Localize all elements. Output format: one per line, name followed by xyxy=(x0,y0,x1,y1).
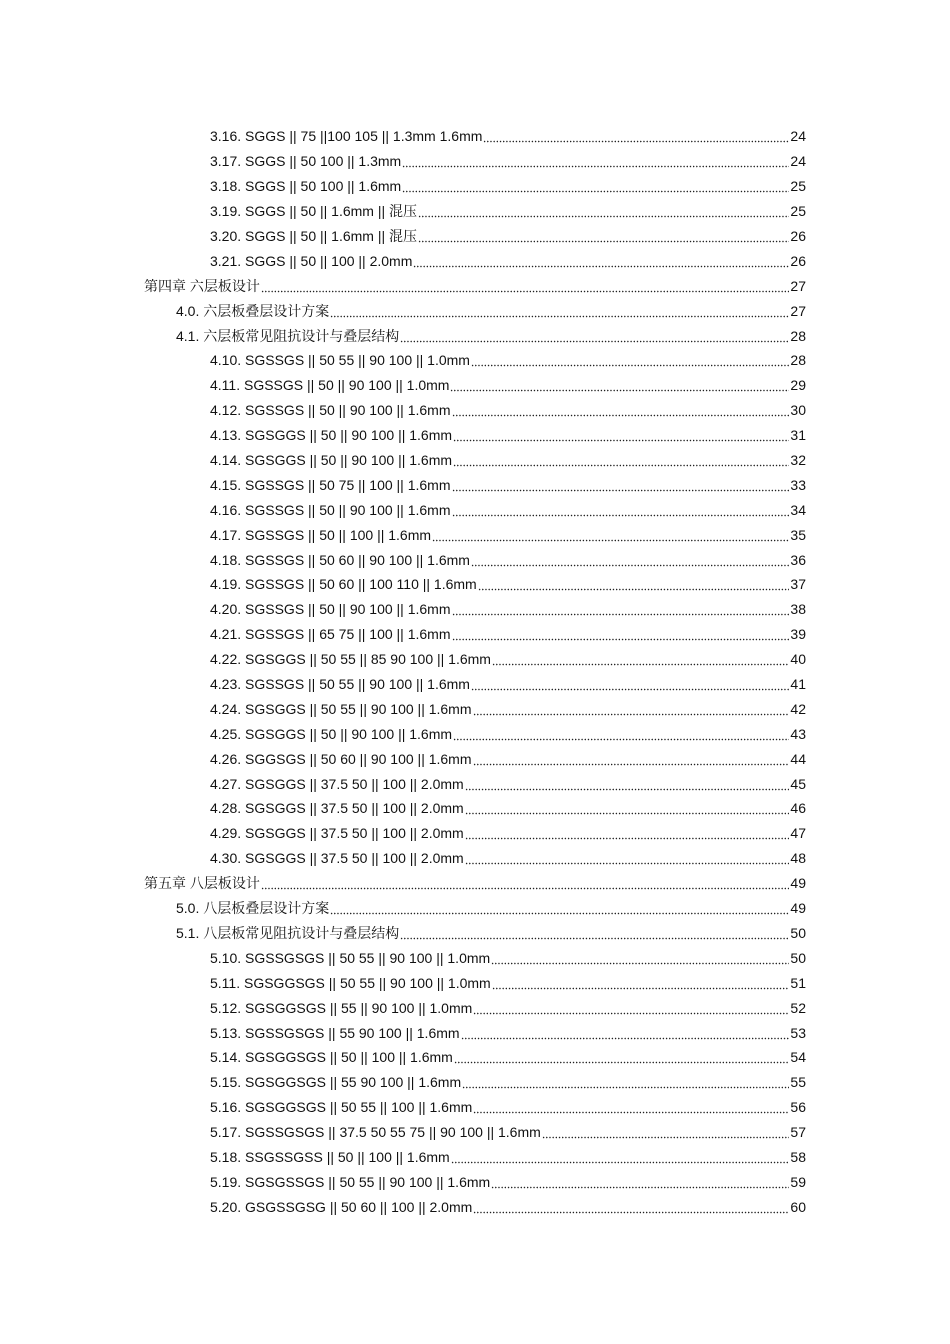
toc-page-number: 54 xyxy=(790,1049,806,1066)
toc-entry-title: 5.16. SGSGGSGS || 50 55 || 100 || 1.6mm xyxy=(210,1099,473,1116)
toc-entry-title: 4.18. SGSSGS || 50 60 || 90 100 || 1.6mm xyxy=(210,551,470,568)
toc-page-number: 49 xyxy=(790,900,806,917)
toc-entry[interactable] xyxy=(0,597,950,622)
toc-page-number: 53 xyxy=(790,1024,806,1041)
toc-entry[interactable] xyxy=(0,821,950,846)
toc-page-number: 59 xyxy=(790,1173,806,1190)
toc-page-number: 34 xyxy=(790,501,806,518)
toc-entry[interactable] xyxy=(0,995,950,1020)
toc-entry[interactable] xyxy=(0,149,950,174)
dot-leader xyxy=(491,1175,789,1189)
toc-entry-title: 4.23. SGSSGS || 50 55 || 90 100 || 1.6mm xyxy=(210,676,470,693)
toc-entry[interactable] xyxy=(0,746,950,771)
toc-entry[interactable] xyxy=(0,1169,950,1194)
toc-entry[interactable] xyxy=(0,547,950,572)
toc-page-number: 45 xyxy=(790,775,806,792)
toc-entry-title: 5.1. 八层板常见阻抗设计与叠层结构 xyxy=(176,924,400,941)
toc-entry[interactable] xyxy=(0,423,950,448)
toc-entry[interactable] xyxy=(0,672,950,697)
toc-entry[interactable] xyxy=(0,522,950,547)
toc-page-number: 44 xyxy=(790,750,806,767)
toc-entry[interactable] xyxy=(0,572,950,597)
toc-entry-title: 5.11. SGSGGSGS || 50 55 || 90 100 || 1.0mm xyxy=(210,974,491,991)
toc-page-number: 33 xyxy=(790,476,806,493)
toc-entry[interactable] xyxy=(0,373,950,398)
toc-entry-title: 5.18. SSGSSGSS || 50 || 100 || 1.6mm xyxy=(210,1148,450,1165)
dot-leader xyxy=(400,329,789,343)
toc-page-number: 29 xyxy=(790,377,806,394)
dot-leader xyxy=(453,428,789,442)
toc-page-number: 28 xyxy=(790,352,806,369)
dot-leader xyxy=(454,1050,789,1064)
dot-leader xyxy=(465,777,789,791)
toc-entry-title: 4.29. SGSGGS || 37.5 50 || 100 || 2.0mm xyxy=(210,825,464,842)
toc-entry-title: 5.0. 八层板叠层设计方案 xyxy=(176,900,330,917)
dot-leader xyxy=(453,453,789,467)
toc-entry[interactable] xyxy=(0,124,950,149)
dot-leader xyxy=(473,1100,789,1114)
toc-page-number: 51 xyxy=(790,974,806,991)
dot-leader xyxy=(478,577,789,591)
toc-entry[interactable] xyxy=(0,323,950,348)
dot-leader xyxy=(492,976,789,990)
dot-leader xyxy=(465,826,789,840)
dot-leader xyxy=(450,378,789,392)
dot-leader xyxy=(418,204,789,218)
dot-leader xyxy=(453,727,789,741)
toc-entry-title: 4.0. 六层板叠层设计方案 xyxy=(176,302,330,319)
toc-entry-title: 3.18. SGGS || 50 100 || 1.6mm xyxy=(210,178,402,195)
toc-page-number: 35 xyxy=(790,526,806,543)
toc-entry[interactable] xyxy=(0,921,950,946)
toc-page-number: 56 xyxy=(790,1099,806,1116)
dot-leader xyxy=(330,304,789,318)
dot-leader xyxy=(542,1125,789,1139)
toc-page-number: 47 xyxy=(790,825,806,842)
toc-entry[interactable] xyxy=(0,1120,950,1145)
toc-page-number: 27 xyxy=(790,277,806,294)
toc-entry[interactable] xyxy=(0,1045,950,1070)
toc-entry-title: 5.14. SGSGGSGS || 50 || 100 || 1.6mm xyxy=(210,1049,453,1066)
dot-leader xyxy=(418,229,789,243)
dot-leader xyxy=(473,752,789,766)
toc-page-number: 24 xyxy=(790,153,806,170)
toc-entry[interactable] xyxy=(0,497,950,522)
dot-leader xyxy=(452,478,790,492)
dot-leader xyxy=(400,926,789,940)
toc-entry[interactable] xyxy=(0,298,950,323)
dot-leader xyxy=(471,553,789,567)
toc-entry-title: 4.24. SGSGGS || 50 55 || 90 100 || 1.6mm xyxy=(210,700,472,717)
toc-entry[interactable] xyxy=(0,771,950,796)
toc-entry[interactable] xyxy=(0,1020,950,1045)
dot-leader xyxy=(402,179,789,193)
dot-leader xyxy=(471,677,789,691)
toc-page-number: 57 xyxy=(790,1124,806,1141)
toc-entry-title: 5.20. GSGSSGSG || 50 60 || 100 || 2.0mm xyxy=(210,1198,473,1215)
toc-entry-title: 第四章 六层板设计 xyxy=(144,277,260,294)
dot-leader xyxy=(492,652,789,666)
toc-page-number: 26 xyxy=(790,252,806,269)
toc-chapter-entry[interactable] xyxy=(0,273,950,298)
dot-leader xyxy=(452,503,790,517)
toc-entry-title: 4.19. SGSSGS || 50 60 || 100 110 || 1.6mm xyxy=(210,576,477,593)
toc-entry-title: 4.22. SGSGGS || 50 55 || 85 90 100 || 1.6mm xyxy=(210,651,491,668)
dot-leader xyxy=(473,702,789,716)
toc-entry-title: 3.19. SGGS || 50 || 1.6mm || 混压 xyxy=(210,203,417,220)
toc-page-number: 27 xyxy=(790,302,806,319)
toc-entry-title: 4.20. SGSSGS || 50 || 90 100 || 1.6mm xyxy=(210,601,451,618)
toc-page-number: 50 xyxy=(790,924,806,941)
table-of-contents xyxy=(0,124,950,1219)
toc-entry[interactable] xyxy=(0,796,950,821)
toc-page-number: 24 xyxy=(790,128,806,145)
toc-entry[interactable] xyxy=(0,945,950,970)
dot-leader xyxy=(473,1001,789,1015)
toc-page-number: 46 xyxy=(790,800,806,817)
toc-entry-title: 第五章 八层板设计 xyxy=(144,875,260,892)
dot-leader xyxy=(471,353,789,367)
toc-entry-title: 5.19. SGSGSSGS || 50 55 || 90 100 || 1.6mm xyxy=(210,1173,491,1190)
dot-leader xyxy=(452,403,790,417)
dot-leader xyxy=(461,1026,789,1040)
toc-entry-title: 4.12. SGSSGS || 50 || 90 100 || 1.6mm xyxy=(210,402,451,419)
toc-entry[interactable] xyxy=(0,174,950,199)
toc-page-number: 52 xyxy=(790,999,806,1016)
toc-entry-title: 4.16. SGSSGS || 50 || 90 100 || 1.6mm xyxy=(210,501,451,518)
toc-entry-title: 4.15. SGSSGS || 50 75 || 100 || 1.6mm xyxy=(210,476,451,493)
toc-entry-title: 3.17. SGGS || 50 100 || 1.3mm xyxy=(210,153,402,170)
toc-page-number: 25 xyxy=(790,178,806,195)
toc-entry[interactable] xyxy=(0,1194,950,1219)
dot-leader xyxy=(452,627,790,641)
toc-entry-title: 3.20. SGGS || 50 || 1.6mm || 混压 xyxy=(210,228,417,244)
toc-entry[interactable] xyxy=(0,248,950,273)
dot-leader xyxy=(432,528,789,542)
toc-page-number: 26 xyxy=(790,228,806,244)
dot-leader xyxy=(465,801,789,815)
toc-entry[interactable] xyxy=(0,1145,950,1170)
toc-entry-title: 5.17. SGSSGSGS || 37.5 50 55 75 || 90 100 || 1.6mm xyxy=(210,1124,541,1141)
toc-entry-title: 5.13. SGSSGSGS || 55 90 100 || 1.6mm xyxy=(210,1024,460,1041)
dot-leader xyxy=(491,951,789,965)
dot-leader xyxy=(465,851,789,865)
dot-leader xyxy=(451,1150,789,1164)
toc-page-number: 48 xyxy=(790,850,806,867)
dot-leader xyxy=(402,154,789,168)
toc-entry[interactable] xyxy=(0,721,950,746)
toc-entry-title: 4.30. SGSGGS || 37.5 50 || 100 || 2.0mm xyxy=(210,850,464,867)
toc-page-number: 41 xyxy=(790,676,806,693)
toc-entry[interactable] xyxy=(0,448,950,473)
dot-leader xyxy=(452,602,790,616)
toc-page-number: 39 xyxy=(790,626,806,643)
dot-leader xyxy=(413,254,789,268)
toc-entry[interactable] xyxy=(0,472,950,497)
toc-entry-title: 4.28. SGSGGS || 37.5 50 || 100 || 2.0mm xyxy=(210,800,464,817)
toc-entry-title: 4.25. SGSGGS || 50 || 90 100 || 1.6mm xyxy=(210,725,453,742)
toc-entry[interactable] xyxy=(0,622,950,647)
toc-page-number: 37 xyxy=(790,576,806,593)
toc-page-number: 32 xyxy=(790,452,806,469)
toc-page-number: 55 xyxy=(790,1074,806,1091)
toc-entry-title: 4.27. SGSGGS || 37.5 50 || 100 || 2.0mm xyxy=(210,775,464,792)
toc-entry-title: 4.26. SGGSGS || 50 60 || 90 100 || 1.6mm xyxy=(210,750,472,767)
toc-page-number: 43 xyxy=(790,725,806,742)
toc-entry[interactable] xyxy=(0,970,950,995)
toc-entry-title: 4.10. SGSSGS || 50 55 || 90 100 || 1.0mm xyxy=(210,352,470,369)
toc-entry[interactable] xyxy=(0,647,950,672)
toc-entry[interactable] xyxy=(0,1095,950,1120)
toc-entry-title: 4.11. SGSSGS || 50 || 90 100 || 1.0mm xyxy=(210,377,450,394)
toc-entry[interactable] xyxy=(0,1070,950,1095)
dot-leader xyxy=(261,876,789,890)
toc-entry-title: 3.16. SGGS || 75 ||100 105 || 1.3mm 1.6mm xyxy=(210,128,483,145)
dot-leader xyxy=(483,129,789,143)
dot-leader xyxy=(462,1075,789,1089)
toc-page-number: 42 xyxy=(790,700,806,717)
toc-entry[interactable] xyxy=(0,224,950,249)
toc-page-number: 31 xyxy=(790,427,806,444)
toc-page-number: 30 xyxy=(790,402,806,419)
toc-entry[interactable] xyxy=(0,398,950,423)
toc-entry[interactable] xyxy=(0,846,950,871)
toc-entry-title: 5.10. SGSSGSGS || 50 55 || 90 100 || 1.0mm xyxy=(210,949,491,966)
toc-entry-title: 4.1. 六层板常见阻抗设计与叠层结构 xyxy=(176,327,400,344)
toc-page-number: 36 xyxy=(790,551,806,568)
toc-page-number: 50 xyxy=(790,949,806,966)
dot-leader xyxy=(261,279,789,293)
toc-entry[interactable] xyxy=(0,896,950,921)
toc-entry-title: 4.17. SGSSGS || 50 || 100 || 1.6mm xyxy=(210,526,432,543)
toc-page-number: 28 xyxy=(790,327,806,344)
toc-entry-title: 4.14. SGSGGS || 50 || 90 100 || 1.6mm xyxy=(210,452,453,469)
toc-page-number: 49 xyxy=(790,875,806,892)
toc-entry[interactable] xyxy=(0,696,950,721)
toc-page-number: 60 xyxy=(790,1198,806,1215)
dot-leader xyxy=(473,1200,789,1214)
toc-page-number: 25 xyxy=(790,203,806,220)
toc-entry-title: 5.12. SGSGGSGS || 55 || 90 100 || 1.0mm xyxy=(210,999,473,1016)
toc-entry-title: 4.13. SGSGGS || 50 || 90 100 || 1.6mm xyxy=(210,427,453,444)
toc-entry-title: 5.15. SGSGGSGS || 55 90 100 || 1.6mm xyxy=(210,1074,462,1091)
toc-page-number: 58 xyxy=(790,1148,806,1165)
dot-leader xyxy=(330,901,789,915)
toc-entry[interactable] xyxy=(0,199,950,224)
toc-page-number: 38 xyxy=(790,601,806,618)
toc-entry-title: 4.21. SGSSGS || 65 75 || 100 || 1.6mm xyxy=(210,626,451,643)
toc-entry[interactable] xyxy=(0,348,950,373)
toc-chapter-entry[interactable] xyxy=(0,871,950,896)
toc-page-number: 40 xyxy=(790,651,806,668)
toc-entry-title: 3.21. SGGS || 50 || 100 || 2.0mm xyxy=(210,252,413,269)
